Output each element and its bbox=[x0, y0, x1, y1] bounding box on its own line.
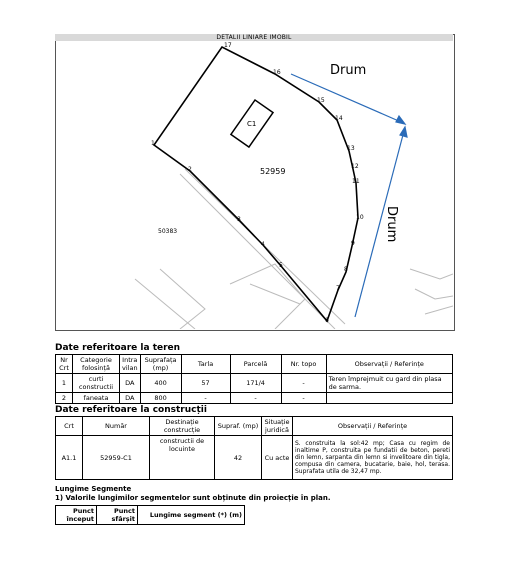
cell: DA bbox=[120, 393, 141, 404]
point-label: 2 bbox=[188, 166, 192, 173]
construction-header: Număr bbox=[83, 417, 150, 436]
segments-header: Lungime segment (*) (m) bbox=[138, 506, 245, 525]
land-header: Nr. topo bbox=[281, 355, 326, 374]
cell: - bbox=[281, 393, 326, 404]
land-header: Parcelă bbox=[230, 355, 281, 374]
land-table bbox=[55, 354, 453, 404]
point-label: 12 bbox=[351, 163, 359, 170]
point-label: 6 bbox=[325, 317, 329, 324]
building-label: C1 bbox=[247, 120, 257, 128]
point-label: 15 bbox=[317, 97, 325, 104]
cell: 171/4 bbox=[230, 374, 281, 393]
construction-header: Situație juridică bbox=[262, 417, 293, 436]
land-header: Tarla bbox=[181, 355, 230, 374]
point-label: 17 bbox=[224, 42, 232, 49]
construction-header: Observații / Referințe bbox=[293, 417, 453, 436]
segments-note: 1) Valorile lungimilor segmentelor sunt obținute din proiecție în plan. bbox=[55, 494, 331, 502]
cell: 52959-C1 bbox=[83, 436, 150, 480]
parcel-number: 52959 bbox=[260, 167, 286, 176]
point-label: 11 bbox=[352, 178, 360, 185]
cell: DA bbox=[120, 374, 141, 393]
table-row bbox=[56, 374, 453, 393]
cell: constructii de locuinte bbox=[150, 436, 215, 480]
road-label-1: Drum bbox=[330, 63, 367, 78]
cell: S. construita la sol:42 mp; Casa cu regim de inaltime P, construita pe fundatii de beton, pereti din lemn, sarpanta din lemn si invelitoare din tigla, compusa din camera, bucatarie, baie, hol, terasa. Suprafata utila de 32,47 mp. bbox=[293, 436, 453, 480]
segments-title: Lungime Segmente bbox=[55, 485, 132, 493]
cell: 42 bbox=[215, 436, 262, 480]
point-label: 8 bbox=[344, 266, 348, 273]
point-label: 14 bbox=[335, 115, 343, 122]
land-header: Observații / Referințe bbox=[326, 355, 452, 374]
land-header: Nr Crt bbox=[56, 355, 73, 374]
cell: 57 bbox=[181, 374, 230, 393]
construction-header: Destinație construcție bbox=[150, 417, 215, 436]
point-label: 7 bbox=[336, 285, 340, 292]
cell: Teren împrejmuit cu gard din plasa de sarma. bbox=[326, 374, 452, 393]
cell: 1 bbox=[56, 374, 73, 393]
point-label: 10 bbox=[356, 214, 364, 221]
point-label: 3 bbox=[237, 216, 241, 223]
cell: curti constructii bbox=[73, 374, 120, 393]
cell: 2 bbox=[56, 393, 73, 404]
land-header: Suprafața (mp) bbox=[140, 355, 181, 374]
land-header: Categorie folosință bbox=[73, 355, 120, 374]
cell bbox=[326, 393, 452, 404]
point-label: 1 bbox=[151, 140, 155, 147]
point-label: 13 bbox=[347, 145, 355, 152]
cell: - bbox=[181, 393, 230, 404]
cell: 800 bbox=[140, 393, 181, 404]
point-label: 16 bbox=[273, 69, 281, 76]
cell: - bbox=[281, 374, 326, 393]
construction-table bbox=[55, 416, 453, 480]
land-header: Intra vilan bbox=[120, 355, 141, 374]
cell: 400 bbox=[140, 374, 181, 393]
neighbor-number: 50383 bbox=[158, 228, 178, 235]
cell: A1.1 bbox=[56, 436, 83, 480]
construction-section-title: Date referitoare la construcții bbox=[55, 405, 207, 415]
cell: Cu acte bbox=[262, 436, 293, 480]
segments-table bbox=[55, 505, 245, 525]
point-label: 5 bbox=[279, 262, 283, 269]
road-label-2: Drum bbox=[384, 206, 399, 243]
table-row bbox=[56, 393, 453, 404]
table-row bbox=[56, 436, 453, 480]
parcel-map bbox=[55, 34, 453, 329]
segments-header: Punct început bbox=[56, 506, 97, 525]
cell: faneata bbox=[73, 393, 120, 404]
plan-title: DETALII LINIARE IMOBIL bbox=[55, 34, 453, 41]
segments-header: Punct sfârșit bbox=[97, 506, 138, 525]
point-label: 9 bbox=[351, 240, 355, 247]
construction-header: Supraf. (mp) bbox=[215, 417, 262, 436]
parcel-outline bbox=[154, 47, 358, 321]
cell: - bbox=[230, 393, 281, 404]
construction-header: Crt bbox=[56, 417, 83, 436]
land-section-title: Date referitoare la teren bbox=[55, 343, 181, 353]
point-label: 4 bbox=[261, 241, 265, 248]
